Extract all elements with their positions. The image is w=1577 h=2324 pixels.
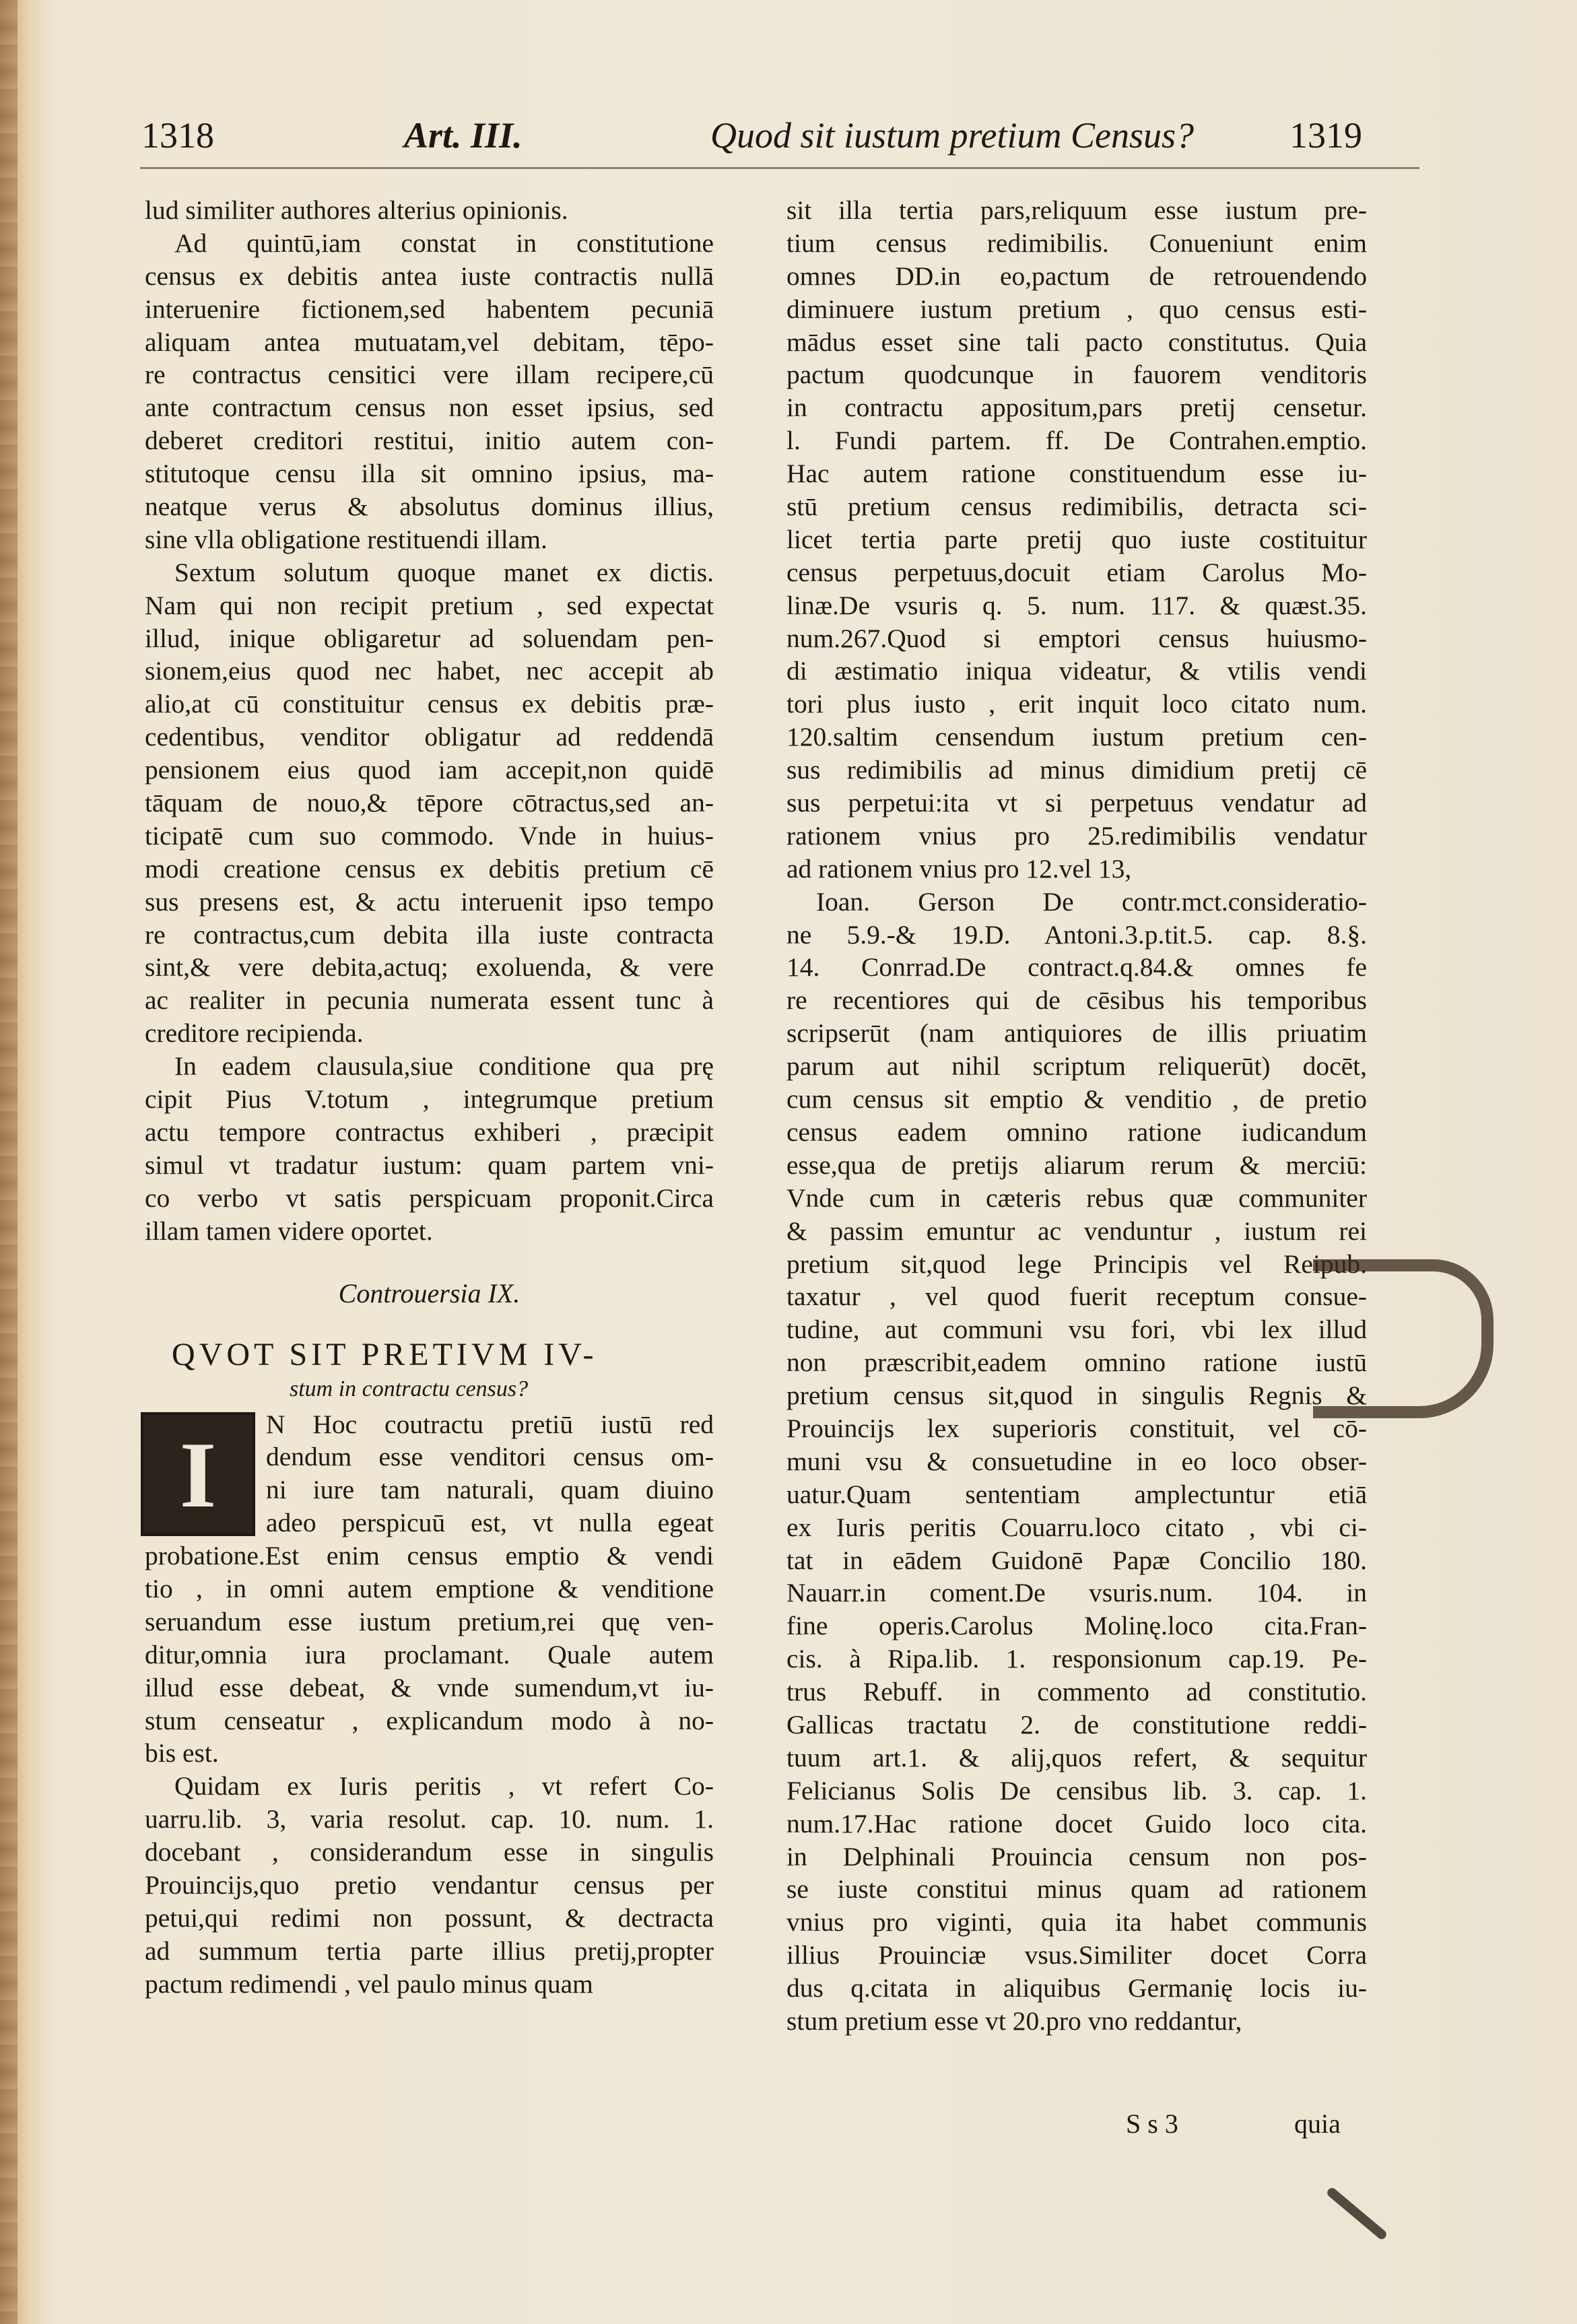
text-line: illam tamen videre oportet. — [145, 1216, 433, 1246]
text-line: pactum quodcunque in fauorem venditoris — [786, 360, 1367, 390]
text-line: se iuste constitui minus quam ad rationem — [786, 1874, 1367, 1904]
text-line: census ex debitis antea iuste contractis nullā — [145, 261, 714, 291]
text-line: stum censeatur , explicandum modo à no- — [145, 1705, 714, 1735]
text-line: In eadem clausula,siue conditione qua prę — [174, 1051, 714, 1082]
text-line: sus presens est, & actu interuenit ipso tempo — [145, 886, 714, 917]
text-line: ni iure tam naturali, quam diuino — [266, 1475, 714, 1505]
text-line: petui,qui redimi non possunt, & dectracta — [145, 1902, 714, 1933]
text-line: ad summum tertia parte illius pretij,propter — [145, 1935, 714, 1966]
text-line: dendum esse venditori census om- — [266, 1442, 714, 1472]
text-line: creditore recipienda. — [145, 1018, 364, 1049]
text-line: tio , in omni autem emptione & venditione — [145, 1573, 714, 1603]
quaestio-title: QVOT SIT PRETIVM IV- — [172, 1336, 598, 1372]
text-line: di æstimatio iniqua videatur, & vtilis vendi — [786, 656, 1367, 686]
text-line: pretium census sit,quod in singulis Regnis & — [786, 1381, 1367, 1411]
text-line: in contractu appositum,pars pretij censetur. — [786, 393, 1367, 423]
text-line: re contractus censitici vere illam recipere,cū — [145, 360, 714, 390]
text-line: l. Fundi partem. ff. De Contrahen.emptio. — [786, 426, 1367, 456]
text-line: tudine, aut communi vsu fori, vbi lex illud — [786, 1315, 1367, 1345]
text-line: ad rationem vnius pro 12.vel 13, — [786, 853, 1132, 884]
text-line: non præscribit,eadem omnino ratione iustū — [786, 1348, 1367, 1378]
text-line: in Delphinali Prouincia censum non pos- — [786, 1841, 1367, 1871]
text-line: cum census sit emptio & venditio , de pretio — [786, 1084, 1367, 1115]
text-line: stū pretium census redimibilis, detracta sci- — [786, 492, 1367, 522]
text-line: actu tempore contractus exhiberi , præcipit — [145, 1117, 714, 1147]
controversia-heading: Controuersia IX. — [338, 1277, 521, 1308]
text-line: 120.saltim censendum iustum pretium cen- — [786, 722, 1367, 752]
header-rule — [140, 167, 1419, 169]
text-line: lud similiter authores alterius opinionis. — [145, 195, 568, 225]
text-line: esse,qua de pretijs aliarum rerum & merciū: — [786, 1150, 1367, 1180]
text-line: Vnde cum in cæteris rebus quæ communiter — [786, 1183, 1367, 1213]
text-line: alio,at cū constituitur census ex debitis præ- — [145, 689, 714, 719]
left-column — [145, 194, 714, 2001]
text-line: re contractus,cum debita illa iuste contracta — [145, 919, 714, 950]
text-line: ac realiter in pecunia numerata essent tunc à — [145, 985, 714, 1016]
text-line: sus redimibilis ad minus dimidium pretij cē — [786, 755, 1367, 785]
text-line: 14. Conrrad.De contract.q.84.& omnes fe — [786, 952, 1367, 983]
right-column-text — [786, 194, 1367, 2038]
text-line: fine operis.Carolus Molinę.loco cita.Fran- — [786, 1611, 1367, 1641]
text-line: omnes DD.in eo,pactum de retrouendendo — [786, 261, 1367, 291]
text-line: bis est. — [145, 1738, 219, 1768]
text-line: Nauarr.in coment.De vsuris.num. 104. in — [786, 1578, 1367, 1608]
text-line: cipit Pius V.totum , integrumque pretium — [145, 1084, 714, 1115]
text-line: Prouincijs lex superioris constituit, vel cō- — [786, 1413, 1367, 1443]
text-line: vnius pro viginti, quia ita habet communis — [786, 1907, 1367, 1937]
running-head-title: Quod sit iustum pretium Census? — [710, 115, 1195, 156]
text-line: sionem,eius quod nec habet, nec accepit ab — [145, 656, 714, 686]
text-line: Nam qui non recipit pretium , sed expectat — [145, 590, 714, 620]
text-line: adeo perspicuū est, vt nulla egeat — [266, 1508, 714, 1538]
text-line: parum aut nihil scriptum reliquerūt) docēt, — [786, 1051, 1367, 1082]
text-line: cedentibus, venditor obligatur ad reddendā — [145, 722, 714, 752]
text-line: & passim emuntur ac venduntur , iustum rei — [786, 1216, 1367, 1246]
folio-number-left: 1318 — [141, 115, 214, 156]
drop-cap-initial: I — [141, 1412, 255, 1536]
text-line: modi creatione census ex debitis pretium cē — [145, 853, 714, 884]
text-line: uarru.lib. 3, varia resolut. cap. 10. num. 1. — [145, 1804, 714, 1834]
text-line: cis. à Ripa.lib. 1. responsionum cap.19. Pe- — [786, 1644, 1367, 1674]
text-line: interuenire fictionem,sed habentem pecuniā — [145, 294, 714, 324]
text-line: Sextum solutum quoque manet ex dictis. — [174, 557, 714, 587]
text-line: sint,& vere debita,actuq; exoluenda, & vere — [145, 952, 714, 983]
text-line: illius Prouinciæ vsus.Similiter docet Corra — [786, 1940, 1367, 1970]
text-line: tāquam de nouo,& tēpore cōtractus,sed an- — [145, 788, 714, 818]
text-line: linæ.De vsuris q. 5. num. 117. & quæst.35. — [786, 590, 1367, 620]
ink-stain-mark — [1313, 1259, 1494, 1418]
text-line: trus Rebuff. in commento ad constitutio. — [786, 1677, 1367, 1707]
text-line: licet tertia parte pretij quo iuste costituitur — [786, 524, 1367, 554]
text-line: num.17.Hac ratione docet Guido loco cita. — [786, 1808, 1367, 1838]
text-line: diminuere iustum pretium , quo census esti- — [786, 294, 1367, 324]
text-line: uatur.Quam sententiam amplectuntur etiā — [786, 1479, 1367, 1509]
quaestio-subtitle: stum in contractu census? — [290, 1376, 529, 1401]
text-line: ditur,omnia iura proclamant. Quale autem — [145, 1639, 714, 1669]
text-line: N Hoc coutractu pretiū iustū red — [266, 1409, 714, 1439]
text-line: sine vlla obligatione restituendi illam. — [145, 524, 547, 554]
text-line: tori plus iusto , erit inquit loco citato num. — [786, 689, 1367, 719]
text-line: re recentiores qui de cēsibus his temporibus — [786, 985, 1367, 1016]
text-line: Gallicas tractatu 2. de constitutione reddi- — [786, 1709, 1367, 1739]
text-line: illud esse debeat, & vnde sumendum,vt iu- — [145, 1672, 714, 1702]
text-line: sit illa tertia pars,reliquum esse iustum pre- — [786, 195, 1367, 225]
folio-number-right: 1319 — [1289, 115, 1362, 156]
text-line: scripserūt (nam antiquiores de illis priuatim — [786, 1018, 1367, 1049]
text-line: co verbo vt satis perspicuam proponit.Circa — [145, 1183, 714, 1213]
signature-mark: S s 3 — [1126, 2109, 1178, 2139]
text-line: taxatur , vel quod fuerit receptum consue- — [786, 1282, 1367, 1312]
text-line: pensionem eius quod iam accepit,non quidē — [145, 755, 714, 785]
text-line: dus q.citata in aliquibus Germanię locis iu- — [786, 1973, 1367, 2003]
pen-stroke-mark — [1325, 2186, 1388, 2240]
right-column — [786, 194, 1367, 2038]
text-line: illud, inique obligaretur ad soluendam pen- — [145, 623, 714, 653]
text-line: num.267.Quod si emptori census huiusmo- — [786, 623, 1367, 653]
text-line: stitutoque censu illa sit omnino ipsius, ma- — [145, 459, 714, 489]
text-line: Prouincijs,quo pretio vendantur census per — [145, 1869, 714, 1900]
text-line: ticipatē cum suo commodo. Vnde in huius- — [145, 820, 714, 851]
text-line: Hac autem ratione constituendum esse iu- — [786, 459, 1367, 489]
text-line: rationem vnius pro 25.redimibilis vendatur — [786, 820, 1367, 851]
text-line: census perpetuus,docuit etiam Carolus Mo- — [786, 557, 1367, 587]
text-line: ex Iuris peritis Couarru.loco citato , vbi ci- — [786, 1512, 1367, 1542]
left-column-top-text — [145, 194, 714, 1248]
text-line: tium census redimibilis. Conueniunt enim — [786, 228, 1367, 258]
text-line: tuum art.1. & alij,quos refert, & sequitur — [786, 1742, 1367, 1772]
text-line: tat in eādem Guidonē Papæ Concilio 180. — [786, 1545, 1367, 1575]
text-line: Felicianus Solis De censibus lib. 3. cap. 1. — [786, 1775, 1367, 1805]
text-line: pretium sit,quod lege Principis vel Reipub. — [786, 1249, 1367, 1279]
running-head-article: Art. III. — [404, 115, 523, 156]
text-line: ante contractum census non esset ipsius, sed — [145, 393, 714, 423]
text-line: seruandum esse iustum pretium,rei quę ven- — [145, 1606, 714, 1636]
text-line: mādus esset sine tali pacto constitutus. Quia — [786, 327, 1367, 357]
text-line: pactum redimendi , vel paulo minus quam — [145, 1968, 593, 1999]
text-line: neatque verus & absolutus dominus illius, — [145, 492, 714, 522]
text-line: docebant , considerandum esse in singulis — [145, 1837, 714, 1867]
page-gutter-edge — [0, 0, 18, 2324]
text-line: simul vt tradatur iustum: quam partem vni- — [145, 1150, 714, 1180]
text-line: muni vsu & consuetudine in eo loco obser- — [786, 1446, 1367, 1476]
text-line: Quidam ex Iuris peritis , vt refert Co- — [174, 1771, 714, 1801]
text-line: probatione.Est enim census emptio & vendi — [145, 1541, 714, 1571]
text-line: stum pretium esse vt 20.pro vno reddantur, — [786, 2005, 1242, 2036]
text-line: Ad quintū,iam constat in constitutione — [174, 228, 714, 258]
text-line: ne 5.9.-& 19.D. Antoni.3.p.tit.5. cap. 8.§. — [786, 919, 1367, 950]
text-line: deberet creditori restitui, initio autem con- — [145, 426, 714, 456]
text-line: sus perpetui:ita vt si perpetuus vendatur ad — [786, 788, 1367, 818]
catchword: quia — [1294, 2109, 1341, 2139]
text-line: Ioan. Gerson De contr.mct.consideratio- — [816, 886, 1367, 917]
drop-cap-paragraph — [145, 1408, 714, 2001]
text-line: aliquam antea mutuatam,vel debitam, tēpo- — [145, 327, 714, 357]
text-line: census eadem omnino ratione iudicandum — [786, 1117, 1367, 1147]
